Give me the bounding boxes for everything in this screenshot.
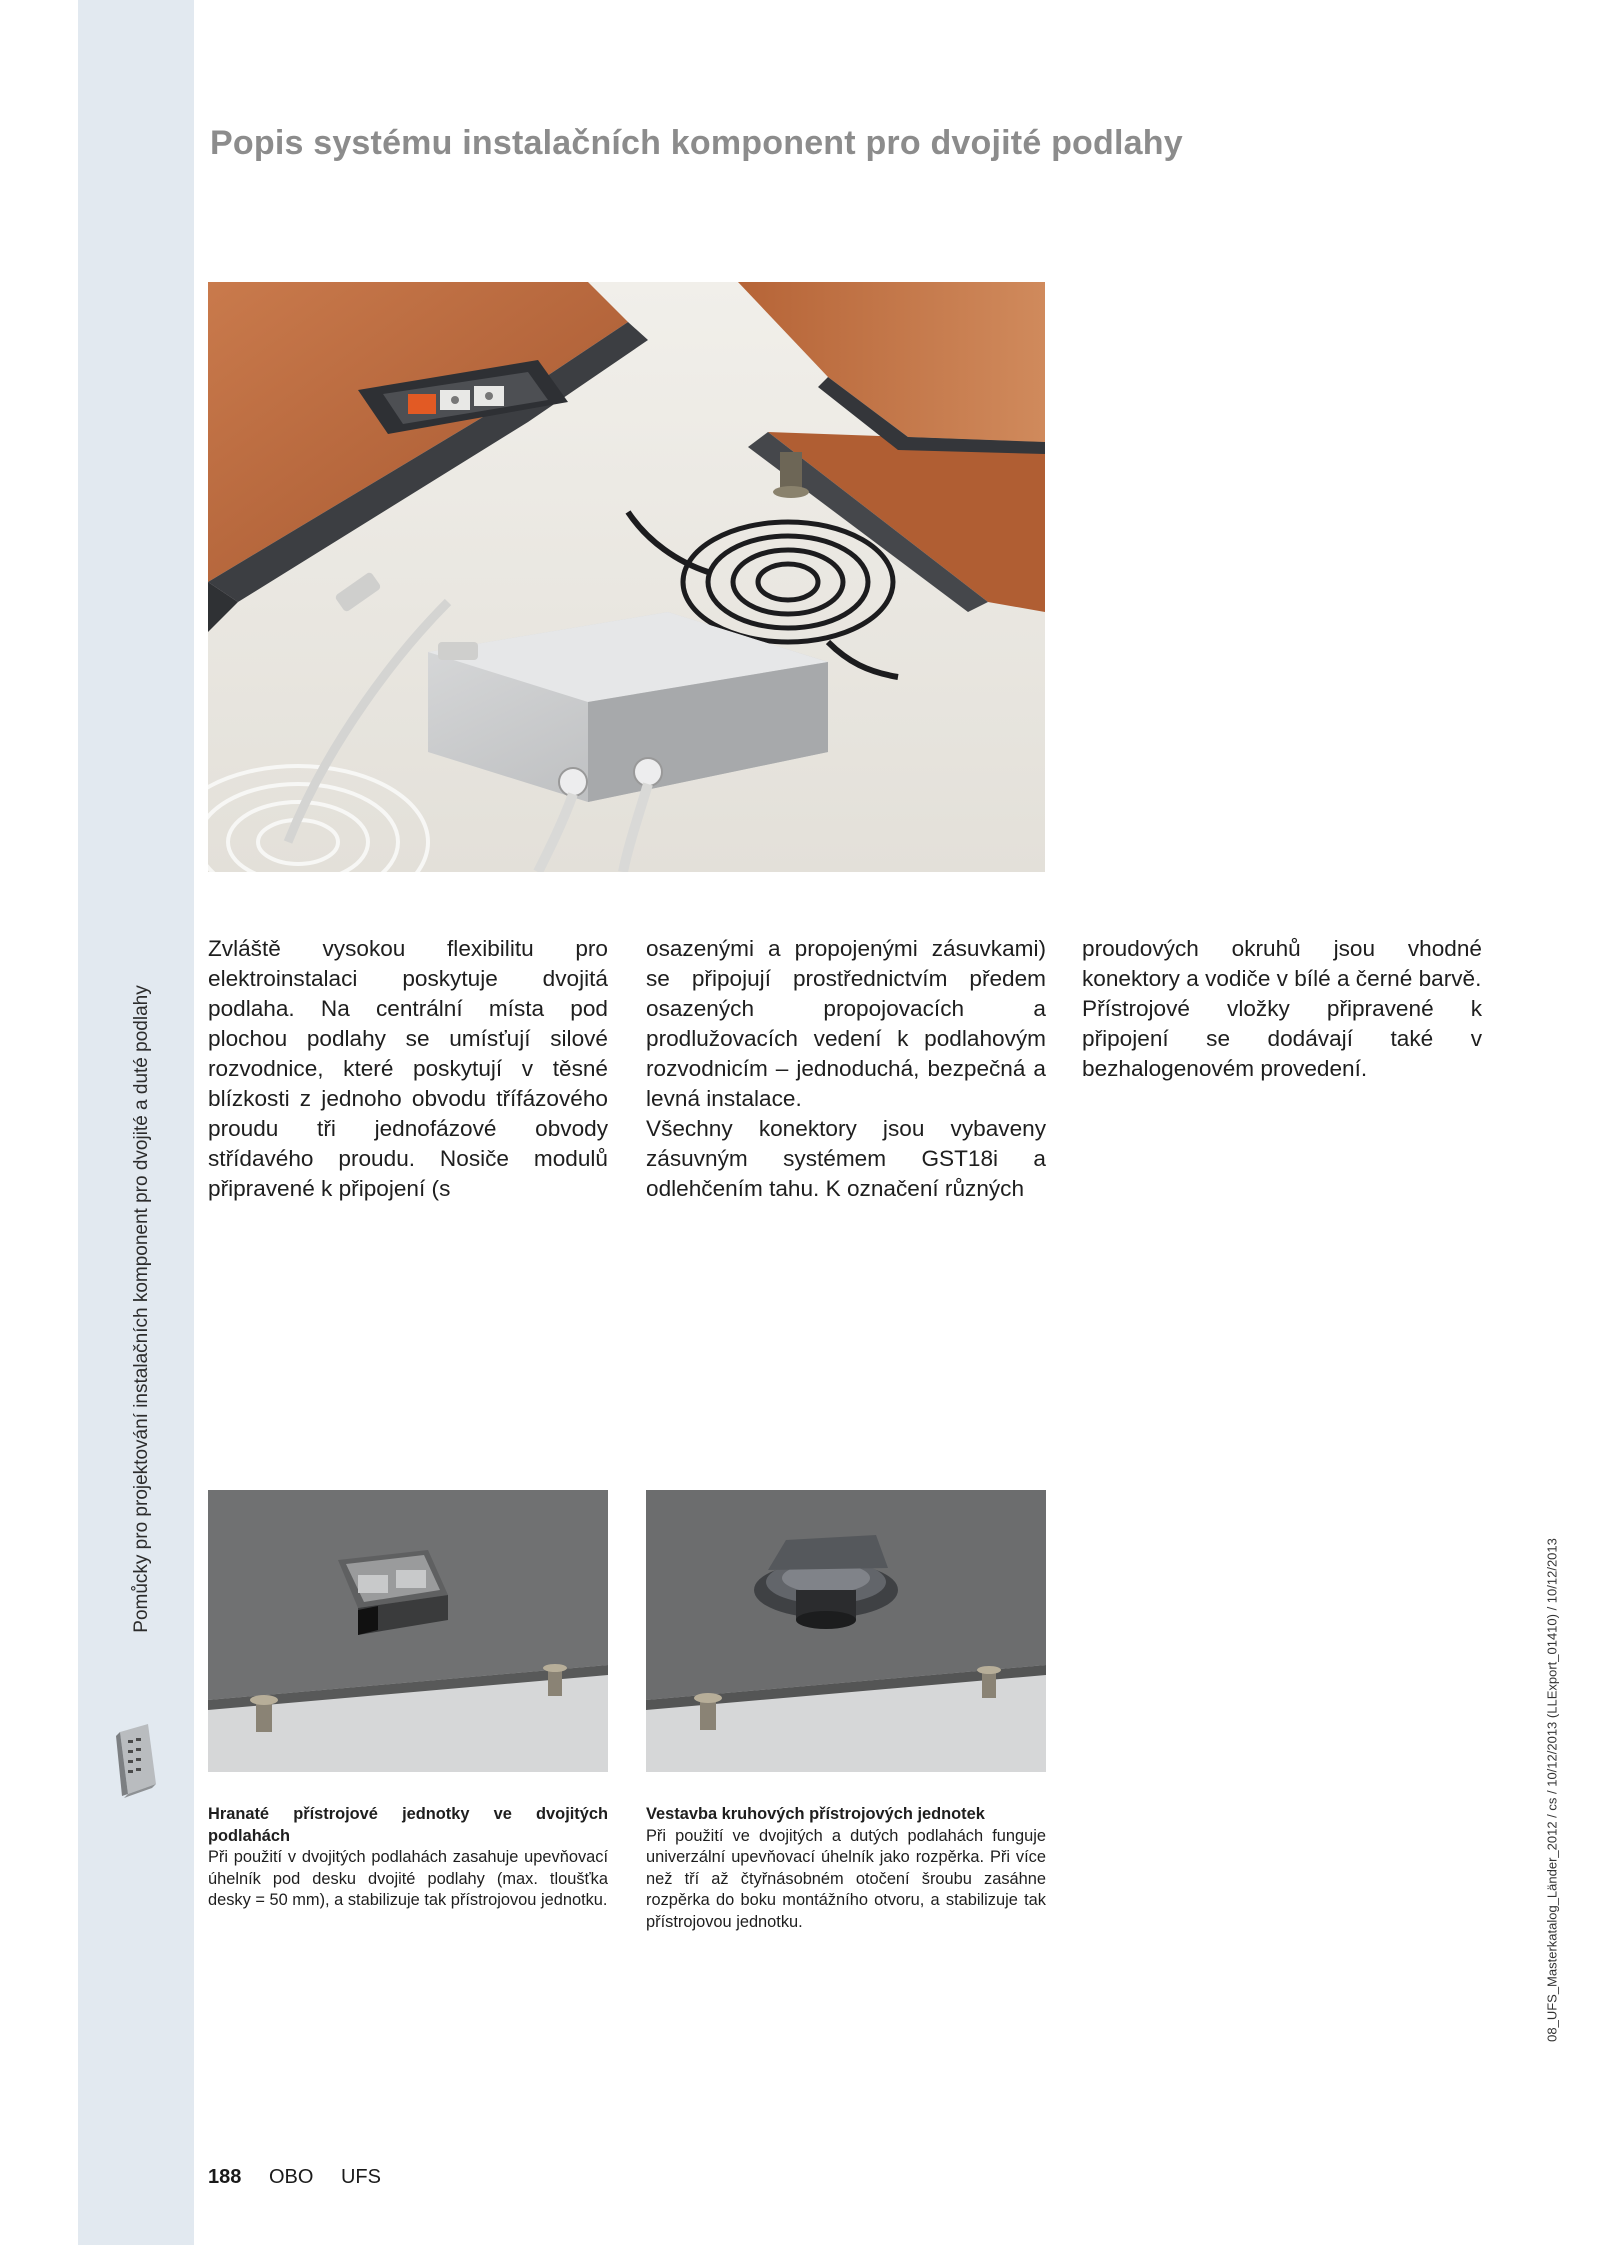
caption-title: Hranaté přístrojové jednotky ve dvojitých podlahách <box>208 1805 608 1845</box>
page-title: Popis systému instalačních komponent pro dvojité podlahy <box>210 124 1183 162</box>
caption-title: Vestavba kruhových přístrojových jednotek <box>646 1805 985 1823</box>
footer-section: UFS <box>340 2166 381 2188</box>
hero-photo <box>208 282 1045 872</box>
body-paragraph: osazenými a propojenými zásuvkami) se připojují prostřednictvím předem osazených propojovacích a prodlužovacích vedení k podlahovým rozvodnicím – jednoduchá, bezpečná a levná instalace. <box>646 936 1046 1111</box>
round-unit-photo <box>646 1490 1046 1772</box>
square-unit-photo <box>208 1490 608 1772</box>
body-column-2 <box>646 934 1046 1204</box>
floor-box-icon <box>114 1722 162 1802</box>
body-paragraph: proudových okruhů jsou vhodné konektory a vodiče v bílé a černé barvě. <box>1082 936 1482 991</box>
caption-text: Při použití v dvojitých podlahách zasahuje upevňovací úhelník pod desku dvojité podlahy (max. tloušťka desky = 50 mm), a stabilizuje tak přístrojovou jednotku. <box>208 1848 608 1909</box>
body-paragraph: Přístrojové vložky připravené k připojení se dodávají také v bezhalogenovém provedení. <box>1082 996 1482 1081</box>
caption-text: Při použití ve dvojitých a dutých podlahách funguje univerzální upevňovací úhelník jako rozpěrka. Při více než tří až čtyřnásobném otočení šroubu zasáhne rozpěrka do boku montážního otvoru, a stabilizuje tak přístrojovou jednotku. <box>646 1826 1046 1931</box>
body-paragraph: Všechny konektory jsou vybaveny zásuvným systémem GST18i a odlehčením tahu. K označení různých <box>646 1116 1046 1201</box>
page-number: 188 <box>208 2166 242 2188</box>
page-footer <box>208 2166 403 2189</box>
caption-round-unit <box>646 1804 1046 1933</box>
footer-brand: OBO <box>268 2166 314 2188</box>
side-label: Pomůcky pro projektování instalačních komponent pro dvojité a duté podlahy <box>131 985 152 1633</box>
body-paragraph: Zvláště vysokou flexibilitu pro elektroinstalaci poskytuje dvojitá podlaha. Na centrální místa pod plochou podlahy se umísťují silové rozvodnice, které poskytují v těsné blízkosti z jednoho obvodu třífázového proudu tři jednofázové obvody střídavého proudu. Nosiče modulů připravené k připojení (s <box>208 936 608 1201</box>
caption-square-unit <box>208 1804 608 1912</box>
body-column-3 <box>1082 934 1482 1084</box>
body-column-1 <box>208 934 608 1204</box>
print-meta: 08_UFS_Masterkatalog_Länder_2012 / cs / 10/12/2013 (LLExport_01410) / 10/12/2013 <box>1544 1538 1560 2042</box>
